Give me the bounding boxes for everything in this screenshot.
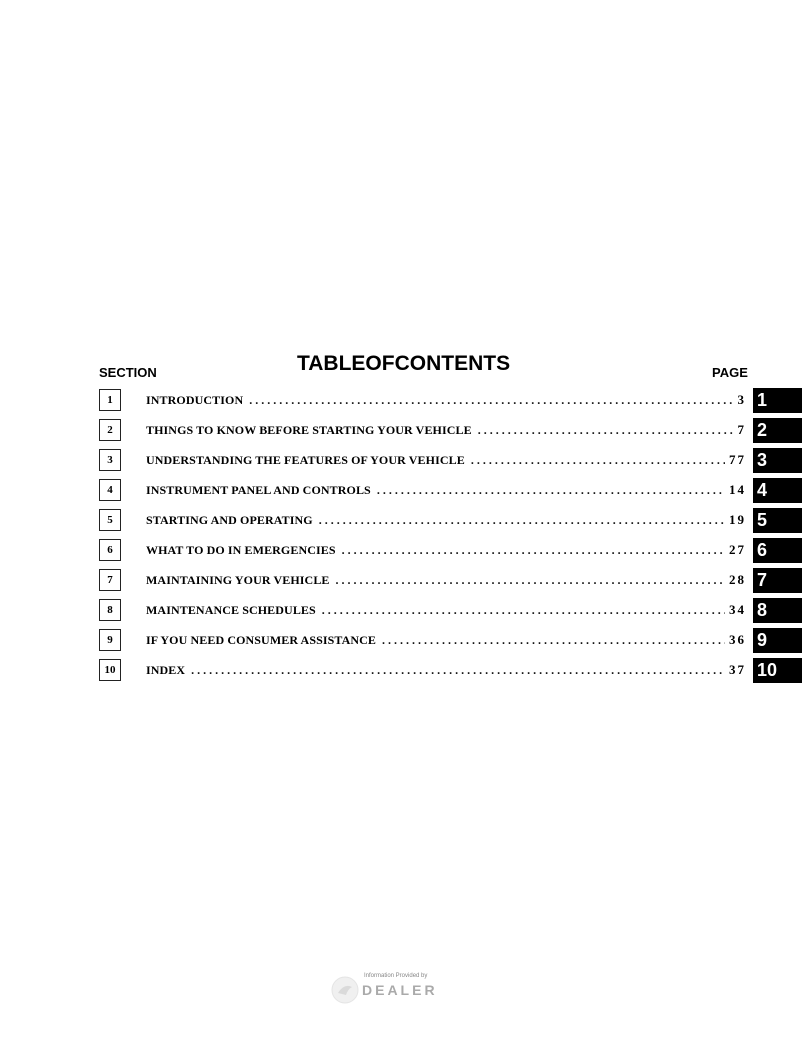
toc-row-3[interactable]	[0, 448, 802, 478]
toc-page-number: 28	[729, 572, 746, 587]
dot-leader	[336, 573, 725, 588]
toc-entry	[146, 452, 746, 470]
toc-page-number: 19	[729, 512, 746, 527]
toc-entry-title: THINGS TO KNOW BEFORE STARTING YOUR VEHICLE	[146, 423, 472, 437]
section-number-box: 8	[99, 599, 121, 621]
dot-leader	[319, 513, 725, 528]
toc-entry-title: STARTING AND OPERATING	[146, 513, 313, 527]
toc-entry-title: MAINTAINING YOUR VEHICLE	[146, 573, 330, 587]
toc-row-8[interactable]	[0, 598, 802, 628]
toc-row-6[interactable]	[0, 538, 802, 568]
toc-row-5[interactable]	[0, 508, 802, 538]
toc-entry	[146, 572, 746, 590]
toc-page-number: 34	[729, 602, 746, 617]
section-number-box: 9	[99, 629, 121, 651]
toc-entry-title: WHAT TO DO IN EMERGENCIES	[146, 543, 336, 557]
toc-page-number: 3	[737, 392, 746, 407]
toc-entry	[146, 632, 746, 650]
toc-entry	[146, 542, 746, 560]
section-tab[interactable]: 4	[753, 478, 802, 503]
section-number-box: 4	[99, 479, 121, 501]
toc-page-number: 7	[737, 422, 746, 437]
dot-leader	[471, 453, 725, 468]
section-column-header: SECTION	[99, 365, 157, 380]
dot-leader	[382, 633, 725, 648]
section-tab[interactable]: 2	[753, 418, 802, 443]
section-tab[interactable]: 3	[753, 448, 802, 473]
footer-credit-text: Information Provided by	[364, 973, 428, 979]
toc-entry-title: INTRODUCTION	[146, 393, 244, 407]
section-tab[interactable]: 5	[753, 508, 802, 533]
toc-row-4[interactable]	[0, 478, 802, 508]
section-number-box: 2	[99, 419, 121, 441]
toc-entry	[146, 422, 746, 440]
dot-leader	[249, 393, 733, 408]
toc-row-2[interactable]	[0, 418, 802, 448]
dot-leader	[478, 423, 734, 438]
toc-entry	[146, 392, 746, 410]
dot-leader	[342, 543, 725, 558]
toc-page-number: 77	[729, 452, 746, 467]
toc-entry-title: INDEX	[146, 663, 186, 677]
section-tab[interactable]: 9	[753, 628, 802, 653]
section-tab[interactable]: 1	[753, 388, 802, 413]
toc-row-10[interactable]	[0, 658, 802, 688]
toc-row-7[interactable]	[0, 568, 802, 598]
toc-page-number: 36	[729, 632, 746, 647]
section-number-box: 1	[99, 389, 121, 411]
toc-entry	[146, 602, 746, 620]
footer-brand-text: DEALER	[362, 982, 438, 998]
page-title: TABLEOFCONTENTS	[297, 352, 511, 375]
toc-entry-title: MAINTENANCE SCHEDULES	[146, 603, 316, 617]
toc-entry	[146, 662, 746, 680]
section-number-box: 7	[99, 569, 121, 591]
toc-entry-title: UNDERSTANDING THE FEATURES OF YOUR VEHICLE	[146, 453, 465, 467]
toc-list	[0, 388, 802, 688]
dealer-logo-icon	[330, 975, 360, 1005]
section-tab[interactable]: 7	[753, 568, 802, 593]
section-tab[interactable]: 6	[753, 538, 802, 563]
dot-leader	[377, 483, 725, 498]
toc-row-1[interactable]	[0, 388, 802, 418]
toc-entry-title: INSTRUMENT PANEL AND CONTROLS	[146, 483, 371, 497]
toc-page-number: 14	[729, 482, 746, 497]
section-number-box: 6	[99, 539, 121, 561]
dot-leader	[191, 663, 725, 678]
toc-entry-title: IF YOU NEED CONSUMER ASSISTANCE	[146, 633, 377, 647]
toc-entry	[146, 512, 746, 530]
toc-page-number: 37	[729, 662, 746, 677]
section-number-box: 5	[99, 509, 121, 531]
section-number-box: 3	[99, 449, 121, 471]
toc-entry	[146, 482, 746, 500]
section-tab[interactable]: 10	[753, 658, 802, 683]
toc-row-9[interactable]	[0, 628, 802, 658]
section-tab[interactable]: 8	[753, 598, 802, 623]
dot-leader	[322, 603, 725, 618]
toc-page-number: 27	[729, 542, 746, 557]
section-number-box: 10	[99, 659, 121, 681]
page-column-header: PAGE	[712, 365, 748, 380]
